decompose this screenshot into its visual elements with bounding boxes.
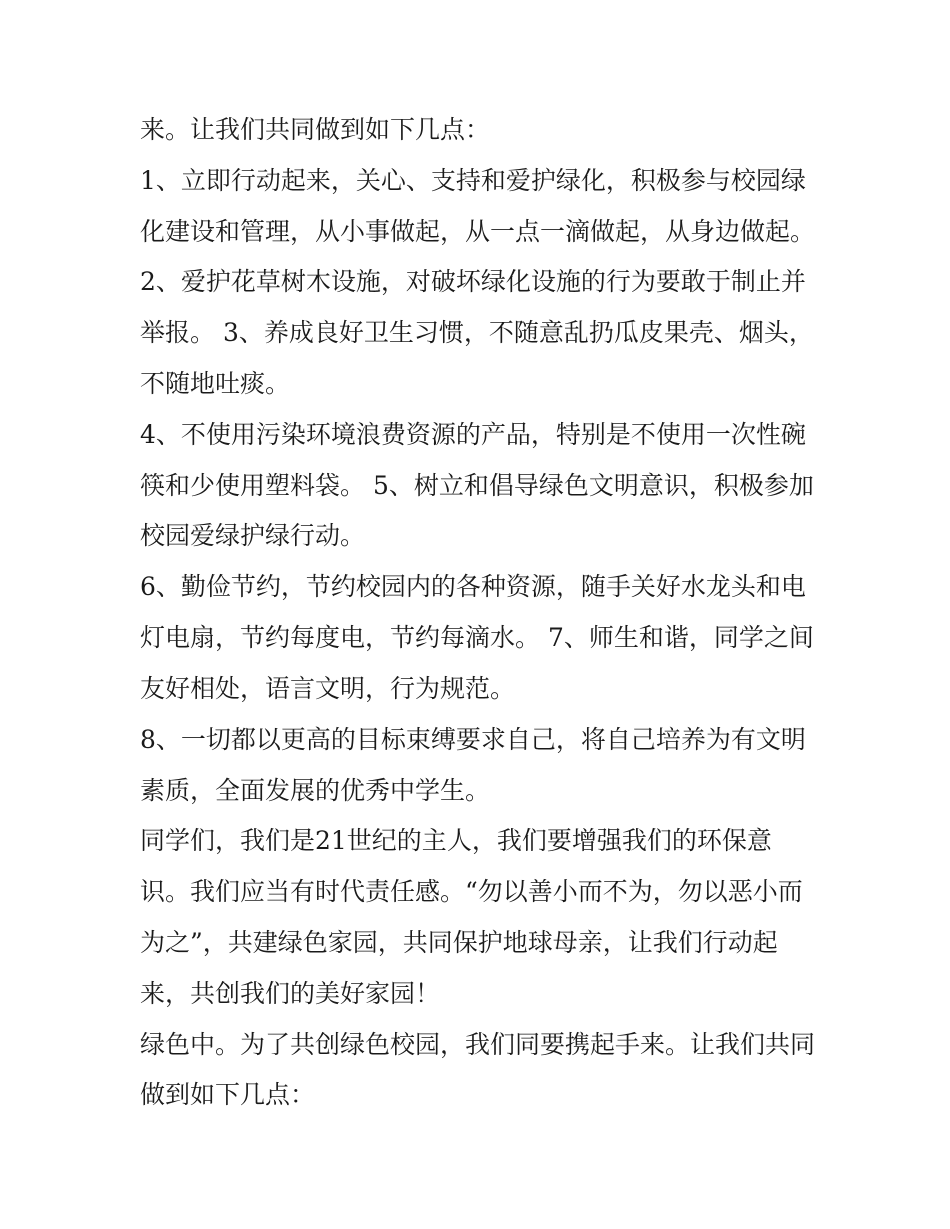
text-line: 做到如下几点： xyxy=(140,1080,316,1109)
text-line: 灯电扇，节约每度电，节约每滴水。 7、师生和谐，同学之间 xyxy=(140,623,814,652)
text-line: 素质，全面发展的优秀中学生。 xyxy=(140,776,491,805)
text-line: 同学们，我们是21世纪的主人，我们要增强我们的环保意 xyxy=(140,826,772,855)
text-line: 8、一切都以更高的目标束缚要求自己，将自己培养为有文明 xyxy=(140,725,806,754)
text-line: 2、爱护花草树木设施，对破坏绿化设施的行为要敢于制止并 xyxy=(140,267,806,296)
text-line: 举报。 3、养成良好卫生习惯，不随意乱扔瓜皮果壳、烟头， xyxy=(140,318,814,347)
text-line: 4、不使用污染环境浪费资源的产品，特别是不使用一次性碗 xyxy=(140,420,806,449)
text-line: 化建设和管理，从小事做起，从一点一滴做起，从身边做起。 xyxy=(140,217,816,246)
text-line: 为之”，共建绿色家园，共同保护地球母亲，让我们行动起 xyxy=(140,928,778,957)
text-line: 来，共创我们的美好家园！ xyxy=(140,979,441,1008)
text-line: 不随地吐痰。 xyxy=(140,369,291,398)
text-line: 绿色中。为了共创绿色校园，我们同要携起手来。让我们共同 xyxy=(140,1030,816,1059)
text-line: 筷和少使用塑料袋。 5、树立和倡导绿色文明意识，积极参加 xyxy=(140,471,814,500)
text-line: 1、立即行动起来，关心、支持和爱护绿化，积极参与校园绿 xyxy=(140,166,806,195)
text-line: 友好相处，语言文明，行为规范。 xyxy=(140,674,516,703)
text-line: 识。我们应当有时代责任感。“勿以善小而不为，勿以恶小而 xyxy=(140,877,803,906)
text-line: 6、勤俭节约，节约校园内的各种资源，随手关好水龙头和电 xyxy=(140,572,806,601)
text-line: 校园爱绿护绿行动。 xyxy=(140,521,366,550)
text-line: 来。让我们共同做到如下几点： xyxy=(140,115,491,144)
